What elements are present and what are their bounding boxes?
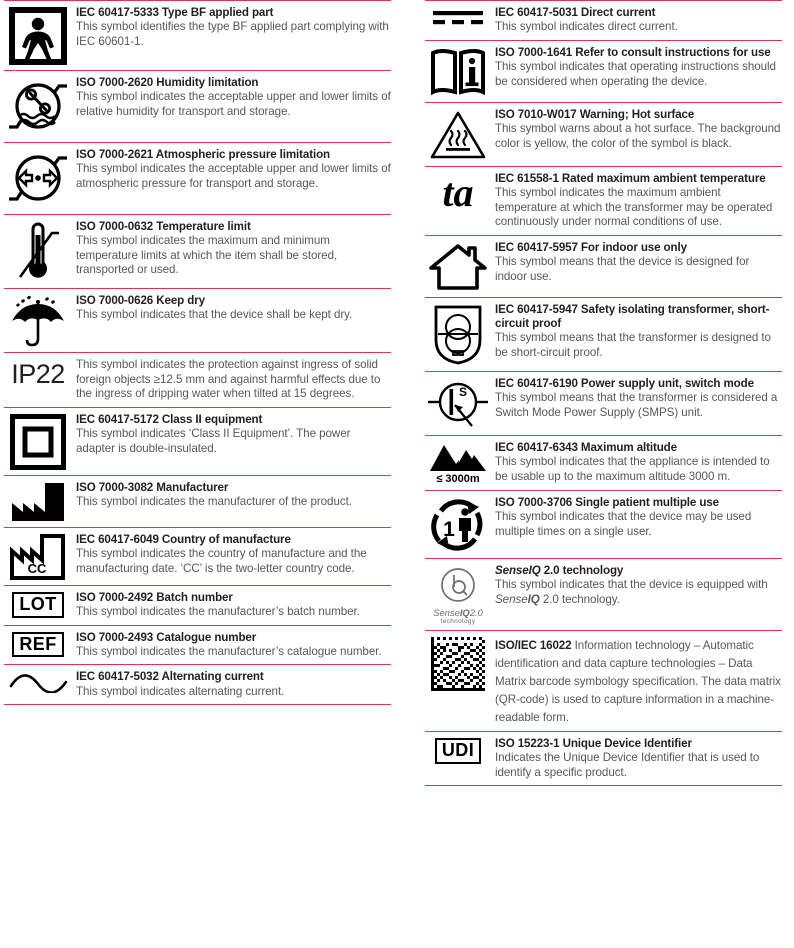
atmospheric-pressure-limitation-icon <box>4 147 72 209</box>
symbol-description: This symbol indicates that operating instructions should be considered when operating the device. <box>495 60 776 88</box>
symbol-row-atmospheric-pressure <box>4 142 391 214</box>
symbol-row-catalogue-number <box>4 625 391 665</box>
direct-current-icon <box>425 5 491 29</box>
symbol-row-rated-max-ambient-temperature <box>425 166 782 235</box>
keep-dry-umbrella-icon <box>4 293 72 347</box>
symbol-text <box>72 357 391 402</box>
country-of-manufacture-icon <box>4 532 72 580</box>
symbol-description: This symbol identifies the type BF applied part complying with IEC 60601-1. <box>76 20 389 48</box>
svg-text:S: S <box>458 384 468 399</box>
warning-hot-surface-icon <box>425 107 491 161</box>
symbol-text <box>491 440 782 484</box>
symbol-title: ISO 7000-0632 Temperature limit <box>76 220 251 233</box>
symbol-title: IEC 60417-5947 Safety isolating transformer, short-circuit proof <box>495 302 770 330</box>
symbol-row-manufacturer <box>4 475 391 527</box>
symbol-title: IEC 60417-6049 Country of manufacture <box>76 532 291 546</box>
symbol-description: This symbol indicates direct current. <box>495 20 678 34</box>
symbol-title: ISO/IEC 16022 <box>495 638 572 652</box>
symbol-row-type-bf <box>4 0 391 70</box>
symbol-description: Information technology – Automatic identification and data capture technologies – Data Matrix barcode symbology specification. The data matrix (QR-code) is used to capture information in a machine-readable form. <box>495 638 781 724</box>
symbol-row-temperature-limit <box>4 214 391 288</box>
symbol-description: This symbol indicates that the device may be used multiple times on a single user. <box>495 509 752 538</box>
symbol-row-ip-rating <box>4 352 391 407</box>
altitude-value-label: ≤ 3000m <box>436 472 480 485</box>
symbol-description: This symbol indicates the maximum ambient temperature at which the transformer may be operated continuously under normal conditions of use. <box>495 186 773 229</box>
senseiq-technology-logo <box>425 563 491 625</box>
class-ii-equipment-icon <box>4 412 72 470</box>
symbol-title: ISO 7000-2492 Batch number <box>76 590 233 604</box>
symbol-text <box>72 293 391 323</box>
symbol-text <box>72 669 391 699</box>
ip22-rating-text <box>4 357 72 388</box>
symbol-description: This symbol indicates the manufacturer of the product. <box>76 494 352 508</box>
symbol-row-maximum-altitude <box>425 435 782 490</box>
symbol-row-data-matrix <box>425 630 782 731</box>
batch-number-lot-icon <box>4 590 72 618</box>
symbol-row-udi <box>425 731 782 786</box>
symbol-text <box>72 147 391 191</box>
safety-isolating-transformer-icon <box>425 302 491 366</box>
symbol-row-alternating-current <box>4 664 391 705</box>
rated-maximum-ambient-temperature-icon <box>425 171 491 213</box>
symbol-description: Indicates the Unique Device Identifier that is used to identify a specific product. <box>495 750 760 779</box>
symbol-title: IEC 60417-6190 Power supply unit, switch mode <box>495 376 754 390</box>
symbol-text <box>72 5 391 49</box>
maximum-altitude-mountains-icon <box>425 440 491 485</box>
symbol-text <box>491 736 782 780</box>
symbol-title: ISO 7010-W017 Warning; Hot surface <box>495 107 695 121</box>
symbol-description: This symbol indicates that the device shall be kept dry. <box>76 308 353 322</box>
single-patient-multiple-use-icon <box>425 495 491 553</box>
symbol-text <box>491 302 782 361</box>
symbol-row-keep-dry <box>4 288 391 352</box>
unique-device-identifier-udi-icon <box>425 736 491 764</box>
symbol-description: This symbol means that the device is designed for indoor use. <box>495 254 750 283</box>
consult-instructions-for-use-icon <box>425 45 491 97</box>
symbol-title: ISO 15223-1 Unique Device Identifier <box>495 736 692 750</box>
symbol-row-consult-ifu <box>425 40 782 102</box>
symbol-title: SenseIQ 2.0 technology <box>495 563 624 577</box>
symbol-title: ISO 7000-3706 Single patient multiple use <box>495 495 719 509</box>
symbol-row-country-of-manufacture <box>4 527 391 585</box>
symbol-description: This symbol indicates the acceptable upper and lower limits of atmospheric pressure for transport and storage. <box>76 162 391 190</box>
symbol-text <box>72 532 391 576</box>
symbol-description: This symbol indicates the manufacturer’s batch number. <box>76 604 360 618</box>
temperature-limit-icon <box>4 219 72 283</box>
symbol-row-humidity-limitation <box>4 70 391 142</box>
symbol-description: This symbol warns about a hot surface. The background color is yellow, the color of the symbol is black. <box>495 122 781 150</box>
symbol-row-hot-surface <box>425 102 782 166</box>
right-column <box>397 0 794 948</box>
symbol-description: This symbol indicates the manufacturer’s catalogue number. <box>76 644 382 658</box>
symbol-title: IEC 61558-1 Rated maximum ambient temperature <box>495 171 766 185</box>
ip22-label: IP22 <box>11 359 65 389</box>
symbol-title: IEC 60417-5031 Direct current <box>495 6 656 19</box>
symbol-text <box>491 5 782 35</box>
indoor-use-only-house-icon <box>425 240 491 292</box>
symbol-title: IEC 60417-5333 Type BF applied part <box>76 6 274 19</box>
symbol-description: This symbol indicates the country of manufacture and the manufacturing date. ‘CC’ is the two-letter country code. <box>76 546 367 575</box>
symbol-text <box>491 107 782 151</box>
symbol-description: This symbol indicates that the appliance is intended to be usable up to the maximum altitude 3000 m. <box>495 454 770 483</box>
symbol-description: This symbol indicates alternating current. <box>76 684 285 698</box>
symbol-text <box>72 590 391 620</box>
symbol-text <box>72 219 391 278</box>
switch-mode-power-supply-icon <box>425 376 491 430</box>
data-matrix-barcode-icon <box>425 635 491 691</box>
symbol-text <box>491 376 782 420</box>
symbol-text <box>72 75 391 119</box>
symbol-description: This symbol means that the transformer is considered a Switch Mode Power Supply (SMPS) unit. <box>495 390 778 419</box>
symbol-title: IEC 60417-5172 Class II equipment <box>76 412 263 426</box>
svg-text:CC: CC <box>27 560 47 576</box>
ref-label: REF <box>12 632 63 658</box>
symbol-row-senseiq-technology <box>425 558 782 630</box>
symbol-text <box>491 635 782 726</box>
symbol-row-batch-number <box>4 585 391 625</box>
symbol-row-single-patient-multiple-use <box>425 490 782 558</box>
symbol-description: This symbol indicates the acceptable upper and lower limits of relative humidity for transport and storage. <box>76 90 391 118</box>
symbol-description: This symbol indicates ‘Class II Equipment’. The power adapter is double-insulated. <box>76 426 351 455</box>
type-bf-applied-part-icon <box>4 5 72 65</box>
symbol-text <box>491 495 782 539</box>
manufacturer-factory-icon <box>4 480 72 522</box>
symbol-text <box>72 480 391 510</box>
symbol-text <box>491 45 782 89</box>
symbol-description: This symbol indicates the maximum and minimum temperature limits at which the item shall be stored, transported or used. <box>76 234 338 277</box>
udi-label: UDI <box>435 738 481 764</box>
symbol-title: ISO 7000-2620 Humidity limitation <box>76 76 259 89</box>
senseiq-wordmark: SenseIQ2.0 <box>433 606 483 618</box>
symbol-title: ISO 7000-3082 Manufacturer <box>76 480 229 494</box>
symbol-row-class-ii <box>4 407 391 475</box>
ta-label: ta <box>442 169 474 215</box>
catalogue-number-ref-icon <box>4 630 72 658</box>
symbol-title: IEC 60417-5032 Alternating current <box>76 670 264 684</box>
symbol-title: IEC 60417-5957 For indoor use only <box>495 240 687 254</box>
symbol-text <box>491 240 782 284</box>
symbol-title: ISO 7000-1641 Refer to consult instructions for use <box>495 45 771 59</box>
symbol-text <box>491 171 782 230</box>
alternating-current-icon <box>4 669 72 693</box>
symbol-title: IEC 60417-6343 Maximum altitude <box>495 440 677 454</box>
symbol-row-safety-isolating-transformer <box>425 297 782 371</box>
symbol-description: This symbol indicates that the device is equipped with SenseIQ 2.0 technology. <box>495 577 768 606</box>
symbol-title: ISO 7000-0626 Keep dry <box>76 294 205 307</box>
svg-text:1: 1 <box>443 517 455 541</box>
symbol-row-indoor-use-only <box>425 235 782 297</box>
symbol-row-switch-mode-power-supply <box>425 371 782 435</box>
symbol-text <box>491 563 782 607</box>
symbol-text <box>72 630 391 660</box>
symbol-title: ISO 7000-2621 Atmospheric pressure limitation <box>76 148 331 161</box>
senseiq-subtitle: technology <box>440 617 476 625</box>
lot-label: LOT <box>12 592 63 618</box>
symbol-description: This symbol means that the transformer is designed to be short-circuit proof. <box>495 331 771 359</box>
symbol-text <box>72 412 391 456</box>
symbol-title: ISO 7000-2493 Catalogue number <box>76 630 257 644</box>
symbol-description: This symbol indicates the protection against ingress of solid foreign objects ≥12.5 mm and against harmful effects due to the ingress of dripping water when tilted at 15 degrees. <box>76 358 381 401</box>
symbol-row-direct-current <box>425 0 782 40</box>
humidity-limitation-icon <box>4 75 72 137</box>
